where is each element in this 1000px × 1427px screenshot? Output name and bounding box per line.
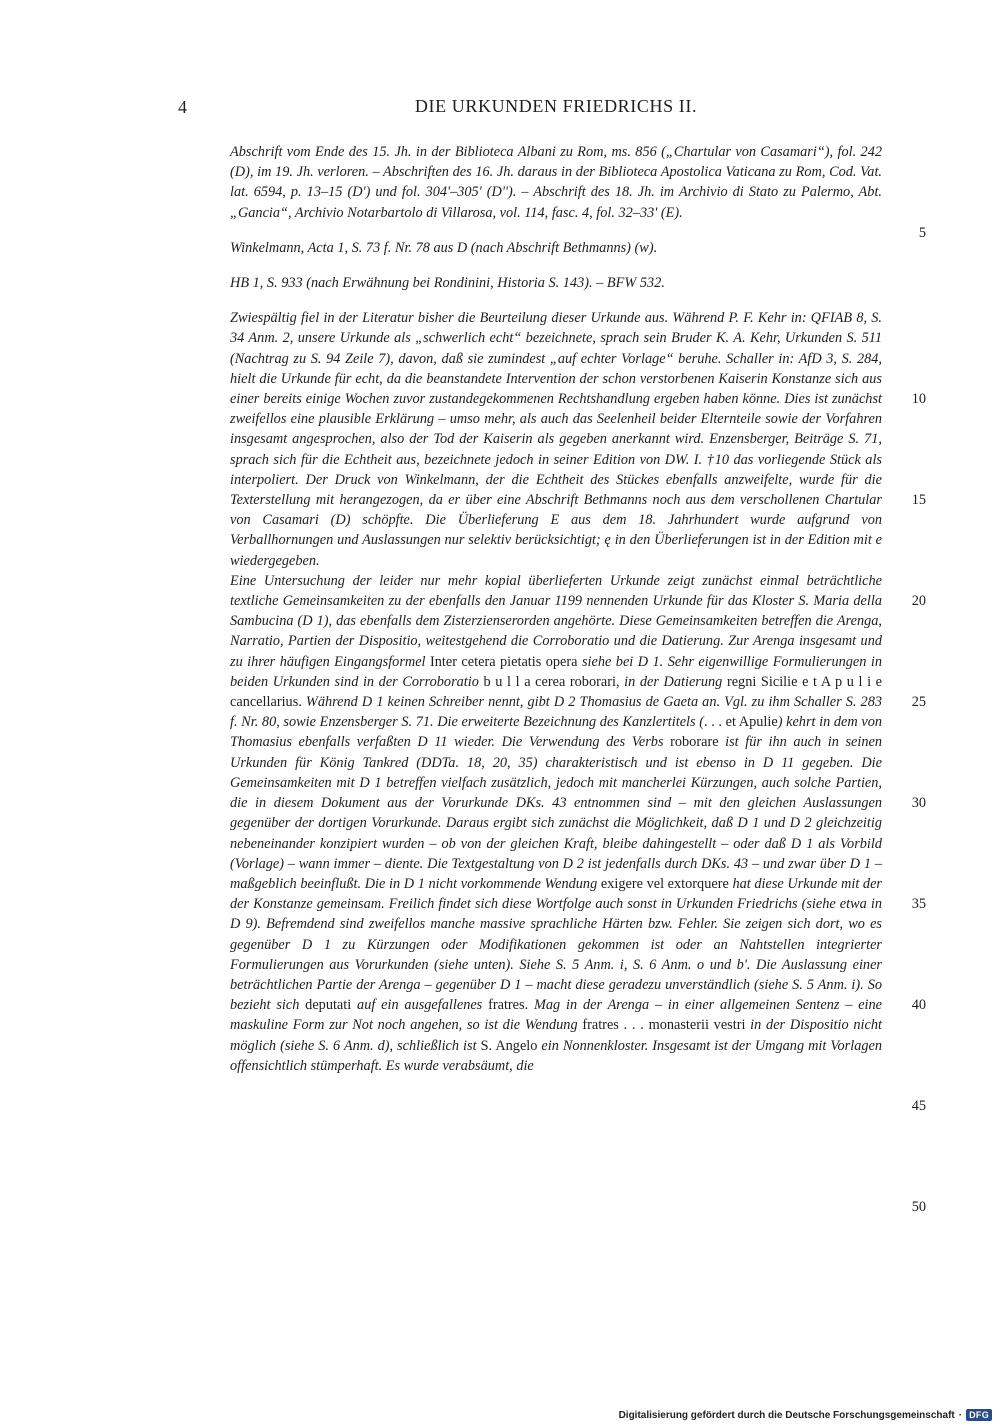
text-run: Eine Untersuchung der leider nur mehr kopial überlieferten Urkunde zeigt zunächst einmal beträchtliche textliche Gemeinsamkeiten zu der ebenfalls den Januar 1199 nennenden Urkunde für das Kloster S. Maria della Sambucina (D 1), das ebenfalls dem Zisterzienserorden angehörte. Diese Gemeinsamkeiten betreffen die Arenga, Narratio, Partien der Dispositio, weitestgehend die Corroboratio und die Datierung. Zur Arenga insgesamt und zu ihrer häufigen Eingangsformel <box>230 572 882 670</box>
text-run: Mag in der Arenga – in einer allgemeinen Sentenz – eine maskuline Form zur Not noch angehen, so ist die Wendung <box>230 997 883 1034</box>
line-number: 40 <box>911 997 926 1013</box>
footer-credit <box>619 1409 992 1421</box>
text-run: in der Dispositio nicht möglich (siehe S. 6 Anm. d), schließlich ist <box>230 1017 882 1054</box>
text-run: hat diese Urkunde mit der der Konstanze gemeinsam. Freilich findet sich diese Wortfolge auch sonst in Urkunden Friedrichs (siehe etwa in D 9). Befremdend sind zweifellos manche massive sprachliche Härten bzw. Fehler. Sie zeigen sich dort, wo es gegenüber D 1 zu Kürzungen oder Modifikationen gekommen ist oder an Nahtstellen integrierter Formulierungen aus Vorurkunden (siehe unten). Siehe S. 5 Anm. i, S. 6 Anm. o und b'. Die Auslassung einer beträchtlichen Partie der Arenga – gegenüber D 1 – macht diese geradezu unverständlich (siehe S. 5 Anm. i). So bezieht sich <box>230 875 882 1014</box>
quoted-formula: regni Sicilie e t A p u l i e cancellarius. <box>230 673 883 711</box>
paragraph-tradition: Abschrift vom Ende des 15. Jh. in der Biblioteca Albani zu Rom, ms. 856 („Chartular von Casamari“), fol. 242 (D), im 19. Jh. verloren. – Abschriften des 16. Jh. daraus in der Biblioteca Apostolica Vaticana zu Rom, Cod. Vat. lat. 6594, p. 13–15 (D') und fol. 304'–305' (D''). – Abschrift des 18. Jh. im Archivio di Stato zu Palermo, Abt. „Gancia“, Archivio Notarbartolo di Villarosa, vol. 114, fasc. 4, fol. 32–33' (E). <box>230 144 882 221</box>
quoted-formula: Inter cetera pietatis opera <box>429 653 578 670</box>
text-run: Während D 1 keinen Schreiber nennt, gibt D 2 Thomasius de Gaeta an. Vgl. zu ihm Schaller S. 283 f. Nr. 80, sowie Enzensberger S. 71. Die erweiterte Bezeichnung des Kanzlertitels ( <box>230 694 882 731</box>
line-number: 20 <box>911 593 926 609</box>
dfg-logo: DFG <box>966 1409 992 1421</box>
text-run: ein Nonnenkloster. Insgesamt ist der Umgang mit Vorlagen offensichtlich stümperhaft. Es wurde verabsäumt, die <box>230 1037 882 1074</box>
quoted-formula: roborare <box>670 734 719 751</box>
quoted-formula: fratres. <box>488 997 529 1014</box>
paragraph-print: Winkelmann, Acta 1, S. 73 f. Nr. 78 aus D (nach Abschrift Bethmanns) (w). <box>230 239 658 256</box>
text-run: in der Datierung <box>619 673 727 690</box>
quoted-formula: . . . et Apulie <box>703 714 778 731</box>
line-number: 30 <box>911 795 926 811</box>
text-run: auf ein ausgefallenes <box>351 997 489 1014</box>
quoted-formula: fratres . . . monasterii vestri <box>582 1017 746 1034</box>
line-number: 45 <box>911 1098 926 1114</box>
paragraph-analysis <box>230 571 882 1076</box>
line-number: 15 <box>911 492 926 508</box>
quoted-formula: deputati <box>305 997 352 1014</box>
quoted-formula: S. Angelo <box>480 1037 538 1054</box>
text-run: ist für ihn auch in seinen Urkunden für König Tankred (DDTa. 18, 20, 35) charakteristisch und ist ebenso in D 11 gegeben. Die Gemeinsamkeiten mit D 1 betreffen vielfach zusätzlich, jedoch mit mancherlei Kürzungen, auch solche Partien, die in diesem Dokument aus der Vorurkunde DKs. 43 entnommen sind – mit den gleichen Auslassungen gegenüber der dortigen Vorurkunde. Daraus ergibt sich zunächst die Möglichkeit, daß D 1 und D 2 gleichzeitig nebeneinander konzipiert wurden – ob von der gleichen Kraft, bleibe dahingestellt – oder daß D 1 als Vorbild (Vorlage) – wann immer – diente. Die Textgestaltung von D 2 ist jedenfalls durch DKs. 43 – und zwar über D 1 – maßgeblich beeinflußt. Die in D 1 nicht vorkommende Wendung <box>230 734 883 892</box>
text-run: siehe bei D 1. Sehr eigenwillige Formulierungen in beiden Urkunden sind in der Corroboratio <box>230 653 882 690</box>
line-number: 50 <box>911 1199 926 1215</box>
quoted-formula: b u l l a cerea roborari, <box>483 673 620 690</box>
page-number: 4 <box>178 97 187 117</box>
footer-credit-text: Digitalisierung gefördert durch die Deutsche Forschungsgemeinschaft <box>618 1409 955 1421</box>
line-number: 25 <box>911 694 926 710</box>
quoted-formula: exigere vel extorquere <box>600 875 729 892</box>
running-head: DIE URKUNDEN FRIEDRICHS II. <box>414 96 698 116</box>
line-number: 10 <box>911 391 926 407</box>
text-block <box>230 142 882 1076</box>
paragraph-regest: HB 1, S. 933 (nach Erwähnung bei Rondinini, Historia S. 143). – BFW 532. <box>230 275 665 292</box>
paragraph-commentary: Zwiespältig fiel in der Literatur bisher die Beurteilung dieser Urkunde aus. Während P. F. Kehr in: QFIAB 8, S. 34 Anm. 2, unsere Urkunde als „schwerlich echt“ bezeichnete, sprach sein Bruder K. A. Kehr, Urkunden S. 511 (Nachtrag zu S. 94 Zeile 7), davon, daß sie zumindest „auf echter Vorlage“ beruhe. Schaller in: AfD 3, S. 284, hielt die Urkunde für echt, da die beanstandete Intervention der schon verstorbenen Kaiserin Konstanze sich aus einer bereits einige Wochen zuvor zustandegekommenen Rechtshandlung ergeben haben könne. Dies ist zunächst zweifellos eine plausible Erklärung – umso mehr, als auch das Seelenheil beider Elternteile sowie der Vorfahren insgesamt angesprochen, also der Tod der Kaiserin als gegeben anerkannt wird. Enzensberger, Beiträge S. 71, sprach sich für die Echtheit aus, bezeichnete jedoch in seiner Edition von DW. I. †10 das vorliegende Stück als interpoliert. Der Druck von Winkelmann, der die Echtheit des Stückes ebenfalls anzweifelte, wurde für die Texterstellung mit herangezogen, da er über eine Abschrift Bethmanns noch aus dem verschollenen Chartular von Casamari (D) schöpfte. Die Überlieferung E aus dem 18. Jahrhundert wurde aufgrund von Verballhornungen und Auslassungen nur selektiv berücksichtigt; ę in den Überlieferungen ist in der Edition mit e wiedergegeben. <box>230 310 882 569</box>
text-run: ) kehrt in dem von Thomasius ebenfalls verfaßten D 11 wieder. Die Verwendung des Verbs <box>230 714 882 751</box>
line-number: 5 <box>918 224 926 241</box>
line-number: 35 <box>911 896 926 912</box>
footer-separator: · <box>958 1409 963 1421</box>
